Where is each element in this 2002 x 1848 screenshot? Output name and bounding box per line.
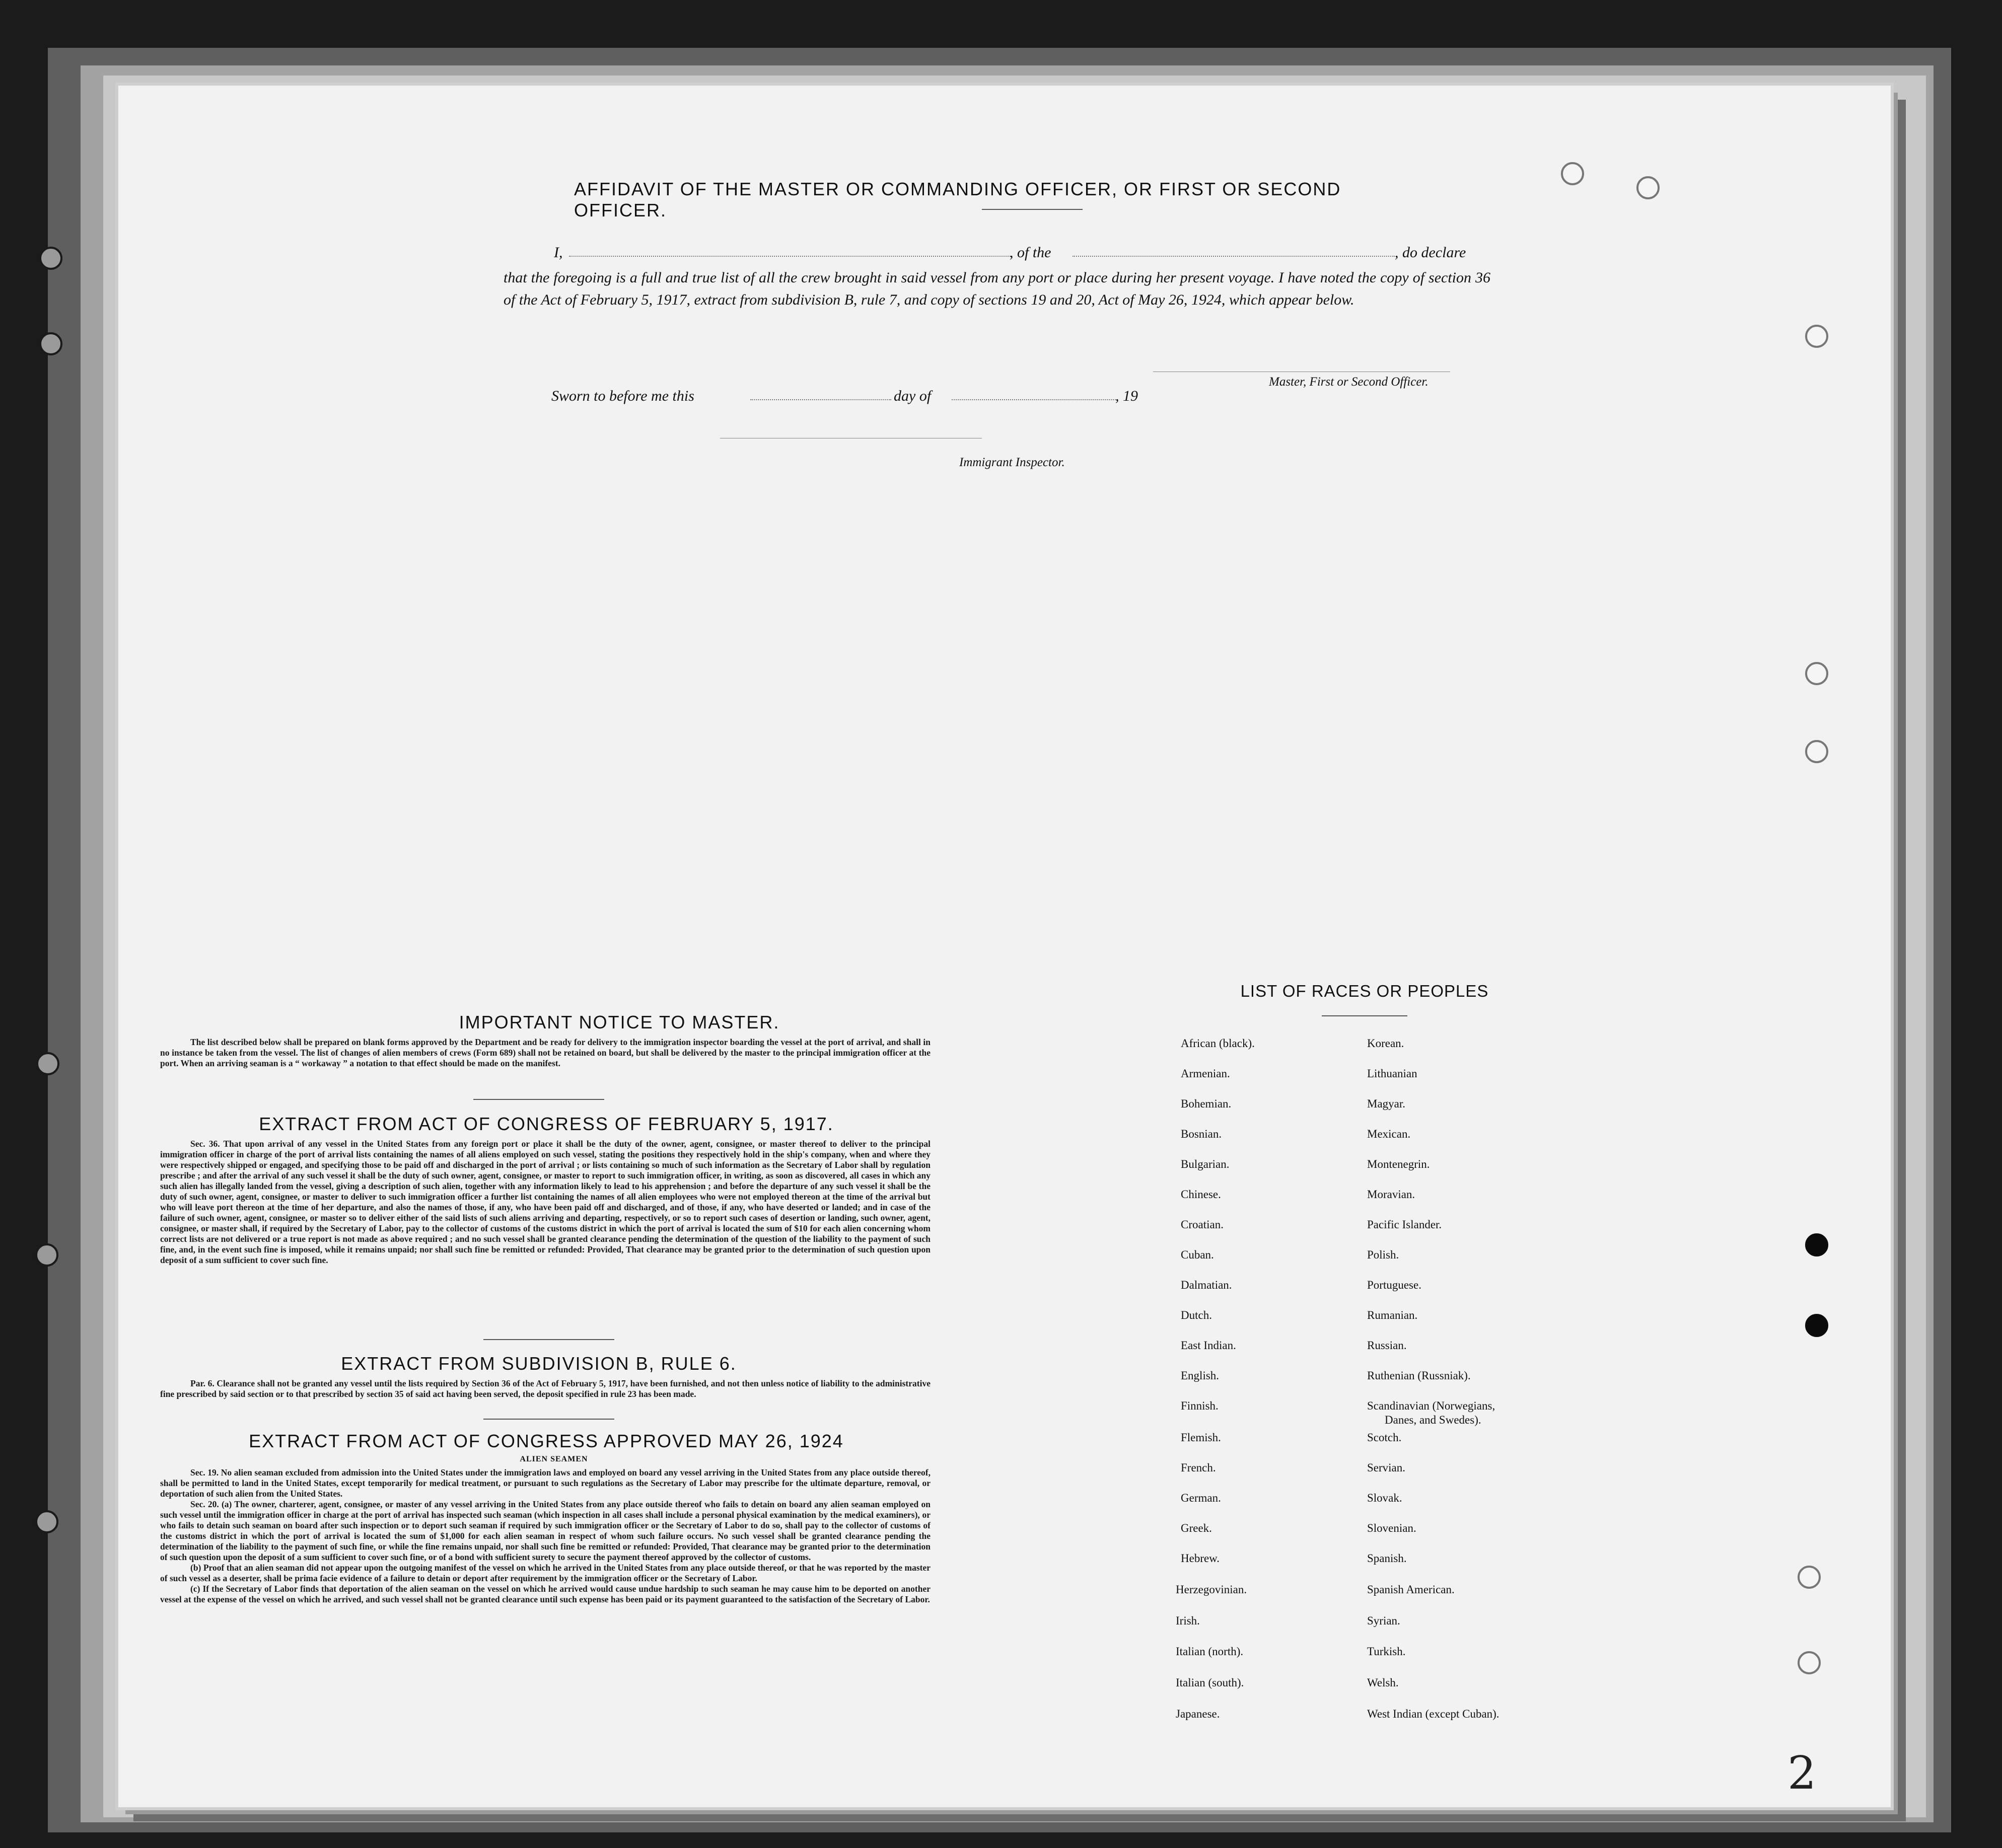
binder-hole	[1798, 1651, 1821, 1674]
race-item: English.	[1181, 1369, 1220, 1382]
vessel-field[interactable]	[1072, 256, 1395, 257]
sec20a-text: Sec. 20. (a) The owner, charterer, agent, consignee, or master of any vessel arriving in the United States from any place outside thereof who fails to detain on board any alien seaman employed on such vessel until the immigration officer in charge at the port of arrival has inspected such seaman (which inspection in all cases shall include a personal physical examination by the medical examiners), or who fails to detain such seaman on board after such inspection or to deport such seaman if required by such immigration officer or the Secretary of Labor to do so, shall pay to the collector of customs of the customs district in which the port of arrival is located the sum of $1,000 for each alien seaman in respect of whom such failure occurs. No such vessel shall be granted clearance pending the determination of the liability to the payment of such fine, or while the fine remains unpaid, nor shall such fine be remitted or refunded: Provided, That clearance may be granted prior to the determination of such question upon the deposit of a sum sufficient to cover such fine, or of a bond with sufficient surety to secure the payment thereof approved by the collector of customs.	[160, 1499, 931, 1562]
race-item: Moravian.	[1367, 1188, 1415, 1201]
race-item: Dalmatian.	[1181, 1279, 1232, 1291]
inspector-signature-label: Immigrant Inspector.	[959, 456, 1065, 469]
sworn-day-of: day of	[894, 388, 932, 404]
race-item: Slovenian.	[1367, 1522, 1416, 1534]
sworn-year: , 19	[1115, 388, 1138, 404]
race-item: German.	[1181, 1492, 1221, 1504]
race-item: Mexican.	[1367, 1128, 1411, 1140]
binder-hole	[1798, 1566, 1821, 1589]
binder-hole	[39, 247, 62, 270]
binder-hole	[1561, 162, 1584, 185]
race-item: Bohemian.	[1181, 1097, 1232, 1110]
race-item: Polish.	[1367, 1248, 1399, 1261]
divider	[473, 1099, 604, 1100]
sworn-prefix: Sworn to before me this	[551, 388, 694, 404]
race-item: Magyar.	[1367, 1097, 1406, 1110]
race-item: Spanish.	[1367, 1552, 1407, 1565]
sworn-line	[504, 385, 1490, 407]
race-item: Russian.	[1367, 1339, 1407, 1352]
race-item-continued: Danes, and Swedes).	[1385, 1414, 1481, 1426]
race-item: Scandinavian (Norwegians,	[1367, 1399, 1495, 1412]
affidavit-body	[504, 242, 1490, 311]
race-item: Servian.	[1367, 1461, 1406, 1474]
race-item: Rumanian.	[1367, 1309, 1418, 1321]
race-item: Korean.	[1367, 1037, 1404, 1050]
sec36-text: Sec. 36. That upon arrival of any vessel in the United States from any foreign port or place it shall be the duty of the owner, agent, consignee, or master thereof to deliver to the principal immigration officer in charge of the port of arrival lists containing the names of all aliens employed on such vessel, stating the positions they respectively hold in the ship's company, when and where they were respectively shipped or engaged, and specifying those to be paid off and discharged in the port of arrival ; or lists containing so much of such information as the Secretary of Labor shall by regulation prescribe ; and after the arrival of any such vessel it shall be the duty of such owner, agent, consignee, or master to report to such immigration officer, in writing, as soon as discovered, all cases in which any such alien has illegally landed from the vessel, giving a description of such alien, together with any information likely to lead to his apprehension ; and before the departure of any such vessel it shall be the duty of such owner, agent, consignee, or master to deliver to such immigration officer a further list containing the names of all alien employees who were not employed thereon at the time of the arrival but who will leave port thereon at the time of her departure, and also the names of those, if any, who have been paid off and discharged, and of those, if any, who have deserted or landed; and in case of the failure of such owner, agent, consignee, or master so to deliver either of the said lists of such aliens arriving and departing, respectively, or so to report such cases of desertion or landing, such owner, agent, consignee, or master shall, if required by the Secretary of Labor, pay to the collector of customs of the customs district in which the port of arrival is located the sum of $10 for each alien concerning whom correct lists are not delivered or a true report is not made as above required ; and no such vessel shall be granted clearance pending the determination of the question of the liability to the payment of such fine, and, in the event such fine is imposed, while it remains unpaid; nor shall such fine be remitted or refunded: Provided, That clearance may be granted prior to the determination of such question upon deposit of a sum sufficient to cover such fine.	[160, 1139, 931, 1265]
race-item: Pacific Islander.	[1367, 1218, 1442, 1231]
race-item: Turkish.	[1367, 1645, 1406, 1658]
race-item: Irish.	[1176, 1614, 1200, 1627]
label-i: I,	[554, 244, 563, 261]
race-item: West Indian (except Cuban).	[1367, 1708, 1499, 1720]
extract-1917-title: EXTRACT FROM ACT OF CONGRESS OF FEBRUARY 5, 1917.	[259, 1114, 834, 1134]
race-item: Dutch.	[1181, 1309, 1212, 1321]
binder-hole	[35, 1243, 58, 1267]
race-item: Japanese.	[1176, 1708, 1220, 1720]
sec20c-text: (c) If the Secretary of Labor finds that deportation of the alien seaman on the vessel on which he arrived would cause undue hardship to such seaman he may cause him to be deported on another vessel at the expense of the vessel on which he arrived, and such vessel shall not be granted clearance until such expense has been paid or its payment guaranteed to the satisfaction of the Secretary of Labor.	[160, 1584, 931, 1604]
extract-1924-subtitle: ALIEN SEAMEN	[520, 1455, 588, 1463]
handwritten-mark: 2	[1788, 1747, 1817, 1800]
race-item: Italian (south).	[1176, 1676, 1244, 1689]
binder-hole	[1805, 662, 1828, 685]
race-item: Syrian.	[1367, 1614, 1400, 1627]
race-item: Chinese.	[1181, 1188, 1221, 1201]
extract-1924-title: EXTRACT FROM ACT OF CONGRESS APPROVED MAY 26, 1924	[249, 1431, 844, 1451]
race-item: Hebrew.	[1181, 1552, 1220, 1565]
divider	[483, 1339, 614, 1340]
notice-body	[160, 1037, 931, 1069]
extract-1917-body	[160, 1139, 931, 1266]
race-item: Armenian.	[1181, 1067, 1230, 1080]
master-signature-label: Master, First or Second Officer.	[1269, 375, 1428, 389]
race-item: Scotch.	[1367, 1431, 1402, 1444]
extract-1924-body	[160, 1467, 931, 1605]
notice-text: The list described below shall be prepared on blank forms approved by the Department and be ready for delivery to the immigration inspector boarding the vessel at the port of arrival, and shall in no instance be taken from the vessel. The list of changes of alien members of crews (Form 689) shall not be retained on board, but shall be delivered by the master to the principal immigration officer at the port. When an arriving seaman is a “ workaway ” a notation to that effect should be made on the manifest.	[160, 1037, 931, 1068]
binder-hole	[1805, 1314, 1828, 1337]
name-field[interactable]	[569, 256, 1012, 257]
race-item: Italian (north).	[1176, 1645, 1244, 1658]
binder-hole	[1636, 176, 1660, 199]
binder-hole	[1805, 325, 1828, 348]
divider	[982, 209, 1083, 210]
races-title: LIST OF RACES OR PEOPLES	[1240, 982, 1489, 1000]
binder-hole	[35, 1510, 58, 1533]
race-item: Cuban.	[1181, 1248, 1214, 1261]
affidavit-statement: that the foregoing is a full and true list of all the crew brought in said vessel from any port or place during her present voyage. I have noted the copy of section 36 of the Act of February 5, 1917, extract from subdivision B, rule 7, and copy of sections 19 and 20, Act of May 26, 1924, which appear below.	[504, 269, 1490, 308]
label-do-declare: , do declare	[1395, 244, 1466, 261]
race-item: Spanish American.	[1367, 1583, 1455, 1596]
sec20b-text: (b) Proof that an alien seaman did not appear upon the outgoing manifest of the vessel on which he arrived in the United States from any place outside thereof, or that he was reported by the master of such vessel as a deserter, shall be prima facie evidence of a failure to detain or deport after requirement by the immigration officer or the Secretary of Labor.	[160, 1563, 931, 1583]
race-item: Greek.	[1181, 1522, 1212, 1534]
binder-hole	[36, 1052, 59, 1075]
race-item: Flemish.	[1181, 1431, 1221, 1444]
race-item: Finnish.	[1181, 1399, 1219, 1412]
race-item: Welsh.	[1367, 1676, 1399, 1689]
binder-hole	[1805, 740, 1828, 763]
binder-hole	[39, 332, 62, 355]
sworn-month-field[interactable]	[952, 399, 1118, 400]
race-item: Slovak.	[1367, 1492, 1402, 1504]
binder-hole	[1805, 1233, 1828, 1256]
race-item: Bulgarian.	[1181, 1158, 1230, 1170]
race-item: Ruthenian (Russniak).	[1367, 1369, 1471, 1382]
rule6-title: EXTRACT FROM SUBDIVISION B, RULE 6.	[341, 1353, 737, 1374]
race-item: Lithuanian	[1367, 1067, 1417, 1080]
race-item: Bosnian.	[1181, 1128, 1222, 1140]
race-item: Montenegrin.	[1367, 1158, 1430, 1170]
race-item: Portuguese.	[1367, 1279, 1421, 1291]
affidavit-declaration-line	[504, 242, 1490, 264]
race-item: East Indian.	[1181, 1339, 1236, 1352]
sworn-day-field[interactable]	[750, 399, 891, 400]
race-item: French.	[1181, 1461, 1216, 1474]
par6-text: Par. 6. Clearance shall not be granted any vessel until the lists required by Section 36 of the Act of February 5, 1917, have been furnished, and not then unless notice of liability to the administrative fine prescribed by said section or to that prescribed by section 35 of said act having been served, the deposit specified in rule 23 has been made.	[160, 1378, 931, 1399]
notice-title: IMPORTANT NOTICE TO MASTER.	[459, 1012, 780, 1032]
race-item: Croatian.	[1181, 1218, 1224, 1231]
label-of-the: , of the	[1010, 244, 1051, 261]
divider	[1322, 1015, 1407, 1016]
sec19-text: Sec. 19. No alien seaman excluded from admission into the United States under the immigration laws and employed on board any vessel arriving in the United States from any place outside thereof, shall be permitted to land in the United States, except temporarily for medical treatment, or pursuant to such regulations as the Secretary of Labor may prescribe for the ultimate departure, removal, or deportation of such alien from the United States.	[160, 1467, 931, 1499]
rule6-body	[160, 1378, 931, 1399]
affidavit-title: AFFIDAVIT OF THE MASTER OR COMMANDING OFFICER, OR FIRST OR SECOND OFFICER.	[574, 179, 1341, 220]
race-item: African (black).	[1181, 1037, 1255, 1050]
race-item: Herzegovinian.	[1176, 1583, 1247, 1596]
divider	[483, 1419, 614, 1420]
